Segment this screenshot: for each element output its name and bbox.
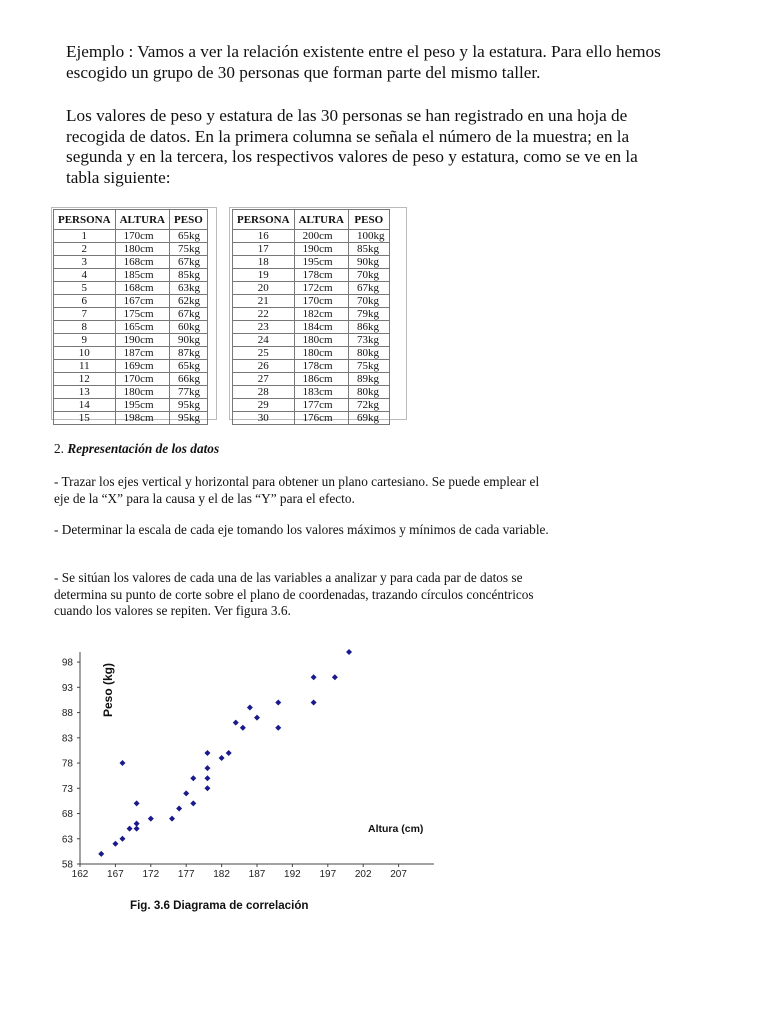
- data-point: [204, 785, 210, 791]
- data-point: [254, 715, 260, 721]
- bullet-paragraph-2: - Determinar la escala de cada eje tomando los valores máximos y mínimos de cada variable.: [54, 522, 549, 537]
- column-header-altura: ALTURA: [115, 210, 169, 230]
- data-point: [190, 775, 196, 781]
- altura-cell: 195cm: [115, 399, 169, 412]
- altura-cell: 176cm: [294, 412, 348, 425]
- peso-cell: 79kg: [349, 308, 390, 321]
- y-tick-label: 58: [61, 859, 73, 871]
- table-row: [233, 334, 390, 347]
- data-point: [332, 674, 338, 680]
- altura-cell: 186cm: [294, 373, 348, 386]
- x-tick-label: 202: [354, 869, 372, 880]
- y-tick-label: 83: [61, 733, 73, 745]
- table-row: [54, 269, 208, 282]
- persona-cell: 24: [233, 334, 295, 347]
- column-header-peso: PESO: [170, 210, 208, 230]
- persona-cell: 6: [54, 295, 116, 308]
- data-point: [219, 755, 225, 761]
- y-tick-label: 78: [61, 758, 73, 770]
- persona-cell: 4: [54, 269, 116, 282]
- y-tick-label: 93: [61, 682, 73, 694]
- table-row: [54, 230, 208, 243]
- data-point: [119, 760, 125, 766]
- data-point: [346, 649, 352, 655]
- table-row: [54, 282, 208, 295]
- x-tick-label: 197: [319, 869, 337, 880]
- persona-cell: 11: [54, 360, 116, 373]
- altura-cell: 170cm: [115, 230, 169, 243]
- altura-cell: 190cm: [294, 243, 348, 256]
- peso-cell: 72kg: [349, 399, 390, 412]
- data-point: [311, 699, 317, 705]
- bullet-paragraph-3: - Se sitúan los valores de cada una de las variables a analizar y para cada par de datos se determina su punto de corte sobre el plano de coordenadas, trazando círculos concéntricos cuando los valores se repiten. Ver figura 3.6.: [54, 570, 534, 619]
- peso-cell: 89kg: [349, 373, 390, 386]
- peso-cell: 75kg: [170, 243, 208, 256]
- column-header-persona: PERSONA: [54, 210, 116, 230]
- peso-cell: 90kg: [349, 256, 390, 269]
- data-point: [204, 765, 210, 771]
- peso-cell: 60kg: [170, 321, 208, 334]
- column-header-altura: ALTURA: [294, 210, 348, 230]
- peso-cell: 70kg: [349, 295, 390, 308]
- peso-cell: 63kg: [170, 282, 208, 295]
- altura-cell: 184cm: [294, 321, 348, 334]
- data-point: [127, 826, 133, 832]
- peso-cell: 75kg: [349, 360, 390, 373]
- altura-cell: 180cm: [115, 243, 169, 256]
- table-row: [233, 347, 390, 360]
- data-point: [134, 821, 140, 827]
- peso-cell: 95kg: [170, 399, 208, 412]
- persona-cell: 1: [54, 230, 116, 243]
- altura-cell: 180cm: [115, 386, 169, 399]
- persona-cell: 28: [233, 386, 295, 399]
- data-point: [98, 851, 104, 857]
- x-tick-label: 162: [71, 869, 89, 880]
- peso-cell: 62kg: [170, 295, 208, 308]
- altura-cell: 177cm: [294, 399, 348, 412]
- figure-caption: Fig. 3.6 Diagrama de correlación: [130, 899, 309, 912]
- table-row: [54, 334, 208, 347]
- persona-cell: 23: [233, 321, 295, 334]
- persona-cell: 2: [54, 243, 116, 256]
- altura-cell: 190cm: [115, 334, 169, 347]
- altura-cell: 167cm: [115, 295, 169, 308]
- y-tick-label: 88: [61, 708, 73, 720]
- altura-cell: 180cm: [294, 347, 348, 360]
- table-row: [54, 308, 208, 321]
- table-row: [233, 282, 390, 295]
- data-point: [148, 816, 154, 822]
- table-row: [233, 230, 390, 243]
- altura-cell: 165cm: [115, 321, 169, 334]
- section-heading: [54, 441, 554, 458]
- x-tick-label: 182: [213, 869, 230, 880]
- persona-cell: 3: [54, 256, 116, 269]
- peso-cell: 65kg: [170, 360, 208, 373]
- peso-cell: 80kg: [349, 347, 390, 360]
- altura-cell: 178cm: [294, 269, 348, 282]
- data-point: [190, 800, 196, 806]
- table-row: [54, 386, 208, 399]
- peso-cell: 85kg: [170, 269, 208, 282]
- table-row: [54, 256, 208, 269]
- data-point: [240, 725, 246, 731]
- y-tick-label: 63: [61, 834, 73, 846]
- persona-cell: 12: [54, 373, 116, 386]
- x-tick-label: 172: [142, 869, 160, 880]
- altura-cell: 195cm: [294, 256, 348, 269]
- persona-cell: 18: [233, 256, 295, 269]
- column-header-persona: PERSONA: [233, 210, 295, 230]
- data-point: [233, 720, 239, 726]
- data-point: [119, 836, 125, 842]
- peso-cell: 67kg: [170, 308, 208, 321]
- y-tick-label: 98: [61, 657, 73, 669]
- altura-cell: 185cm: [115, 269, 169, 282]
- x-tick-label: 192: [284, 869, 301, 880]
- peso-cell: 70kg: [349, 269, 390, 282]
- persona-cell: 5: [54, 282, 116, 295]
- peso-cell: 90kg: [170, 334, 208, 347]
- x-tick-label: 167: [107, 869, 124, 880]
- table-row: [54, 321, 208, 334]
- data-point: [204, 775, 210, 781]
- peso-cell: 95kg: [170, 412, 208, 425]
- table-row: [233, 360, 390, 373]
- section-number: 2.: [54, 441, 64, 456]
- altura-cell: 187cm: [115, 347, 169, 360]
- data-table-right: [232, 209, 390, 425]
- altura-cell: 183cm: [294, 386, 348, 399]
- data-point: [275, 699, 281, 705]
- data-point: [311, 674, 317, 680]
- persona-cell: 13: [54, 386, 116, 399]
- altura-cell: 170cm: [115, 373, 169, 386]
- peso-cell: 69kg: [349, 412, 390, 425]
- altura-cell: 182cm: [294, 308, 348, 321]
- table-row: [54, 373, 208, 386]
- table-row: [233, 243, 390, 256]
- data-point: [112, 841, 118, 847]
- data-point: [134, 800, 140, 806]
- x-tick-label: 177: [177, 869, 195, 880]
- column-header-peso: PESO: [349, 210, 390, 230]
- data-point: [169, 816, 175, 822]
- y-axis-title: Peso (kg): [101, 662, 115, 718]
- table-row: [233, 373, 390, 386]
- table-row: [54, 399, 208, 412]
- peso-cell: 73kg: [349, 334, 390, 347]
- table-row: [233, 386, 390, 399]
- persona-cell: 30: [233, 412, 295, 425]
- altura-cell: 178cm: [294, 360, 348, 373]
- peso-cell: 85kg: [349, 243, 390, 256]
- persona-cell: 8: [54, 321, 116, 334]
- persona-cell: 7: [54, 308, 116, 321]
- peso-cell: 65kg: [170, 230, 208, 243]
- table-row: [54, 360, 208, 373]
- peso-cell: 80kg: [349, 386, 390, 399]
- intro-paragraph-1: Ejemplo : Vamos a ver la relación existente entre el peso y la estatura. Para ello hemos escogido un grupo de 30 personas que forman parte del mismo taller.: [66, 42, 661, 82]
- persona-cell: 19: [233, 269, 295, 282]
- x-axis-title: Altura (cm): [368, 823, 424, 835]
- table-row: [233, 399, 390, 412]
- altura-cell: 172cm: [294, 282, 348, 295]
- persona-cell: 16: [233, 230, 295, 243]
- bullet-paragraph-1: - Trazar los ejes vertical y horizontal para obtener un plano cartesiano. Se puede emplear el eje de la “X” para la causa y el de las “Y” para el efecto.: [54, 474, 540, 506]
- persona-cell: 21: [233, 295, 295, 308]
- table-row: [233, 412, 390, 425]
- persona-cell: 14: [54, 399, 116, 412]
- altura-cell: 169cm: [115, 360, 169, 373]
- altura-cell: 170cm: [294, 295, 348, 308]
- data-point: [247, 705, 253, 711]
- peso-cell: 87kg: [170, 347, 208, 360]
- persona-cell: 20: [233, 282, 295, 295]
- persona-cell: 9: [54, 334, 116, 347]
- x-tick-label: 207: [390, 869, 407, 880]
- table-row: [54, 243, 208, 256]
- altura-cell: 168cm: [115, 256, 169, 269]
- data-point: [275, 725, 281, 731]
- table-row: [54, 295, 208, 308]
- peso-cell: 77kg: [170, 386, 208, 399]
- table-row: [233, 308, 390, 321]
- section-title: Representación de los datos: [67, 441, 220, 456]
- y-tick-label: 68: [61, 809, 73, 821]
- data-point: [176, 805, 182, 811]
- altura-cell: 180cm: [294, 334, 348, 347]
- table-row: [54, 347, 208, 360]
- persona-cell: 15: [54, 412, 116, 425]
- peso-cell: 66kg: [170, 373, 208, 386]
- peso-cell: 100kg: [349, 230, 390, 243]
- data-point: [226, 750, 232, 756]
- table-row: [233, 269, 390, 282]
- data-point: [183, 790, 189, 796]
- persona-cell: 10: [54, 347, 116, 360]
- persona-cell: 17: [233, 243, 295, 256]
- data-point: [204, 750, 210, 756]
- persona-cell: 27: [233, 373, 295, 386]
- altura-cell: 175cm: [115, 308, 169, 321]
- altura-cell: 198cm: [115, 412, 169, 425]
- table-row: [233, 256, 390, 269]
- x-tick-label: 187: [248, 869, 266, 880]
- scatter-chart: [48, 646, 448, 886]
- peso-cell: 67kg: [170, 256, 208, 269]
- y-tick-label: 73: [61, 783, 73, 795]
- persona-cell: 25: [233, 347, 295, 360]
- intro-paragraph-2: Los valores de peso y estatura de las 30 personas se han registrado en una hoja de recogida de datos. En la primera columna se señala el número de la muestra; en la segunda y en la tercera, los respectivos valores de peso y estatura, como se ve en la tabla siguiente:: [66, 106, 638, 187]
- table-row: [54, 412, 208, 425]
- altura-cell: 168cm: [115, 282, 169, 295]
- persona-cell: 22: [233, 308, 295, 321]
- persona-cell: 26: [233, 360, 295, 373]
- table-row: [233, 295, 390, 308]
- data-table-left: [53, 209, 208, 425]
- peso-cell: 67kg: [349, 282, 390, 295]
- peso-cell: 86kg: [349, 321, 390, 334]
- persona-cell: 29: [233, 399, 295, 412]
- altura-cell: 200cm: [294, 230, 348, 243]
- table-row: [233, 321, 390, 334]
